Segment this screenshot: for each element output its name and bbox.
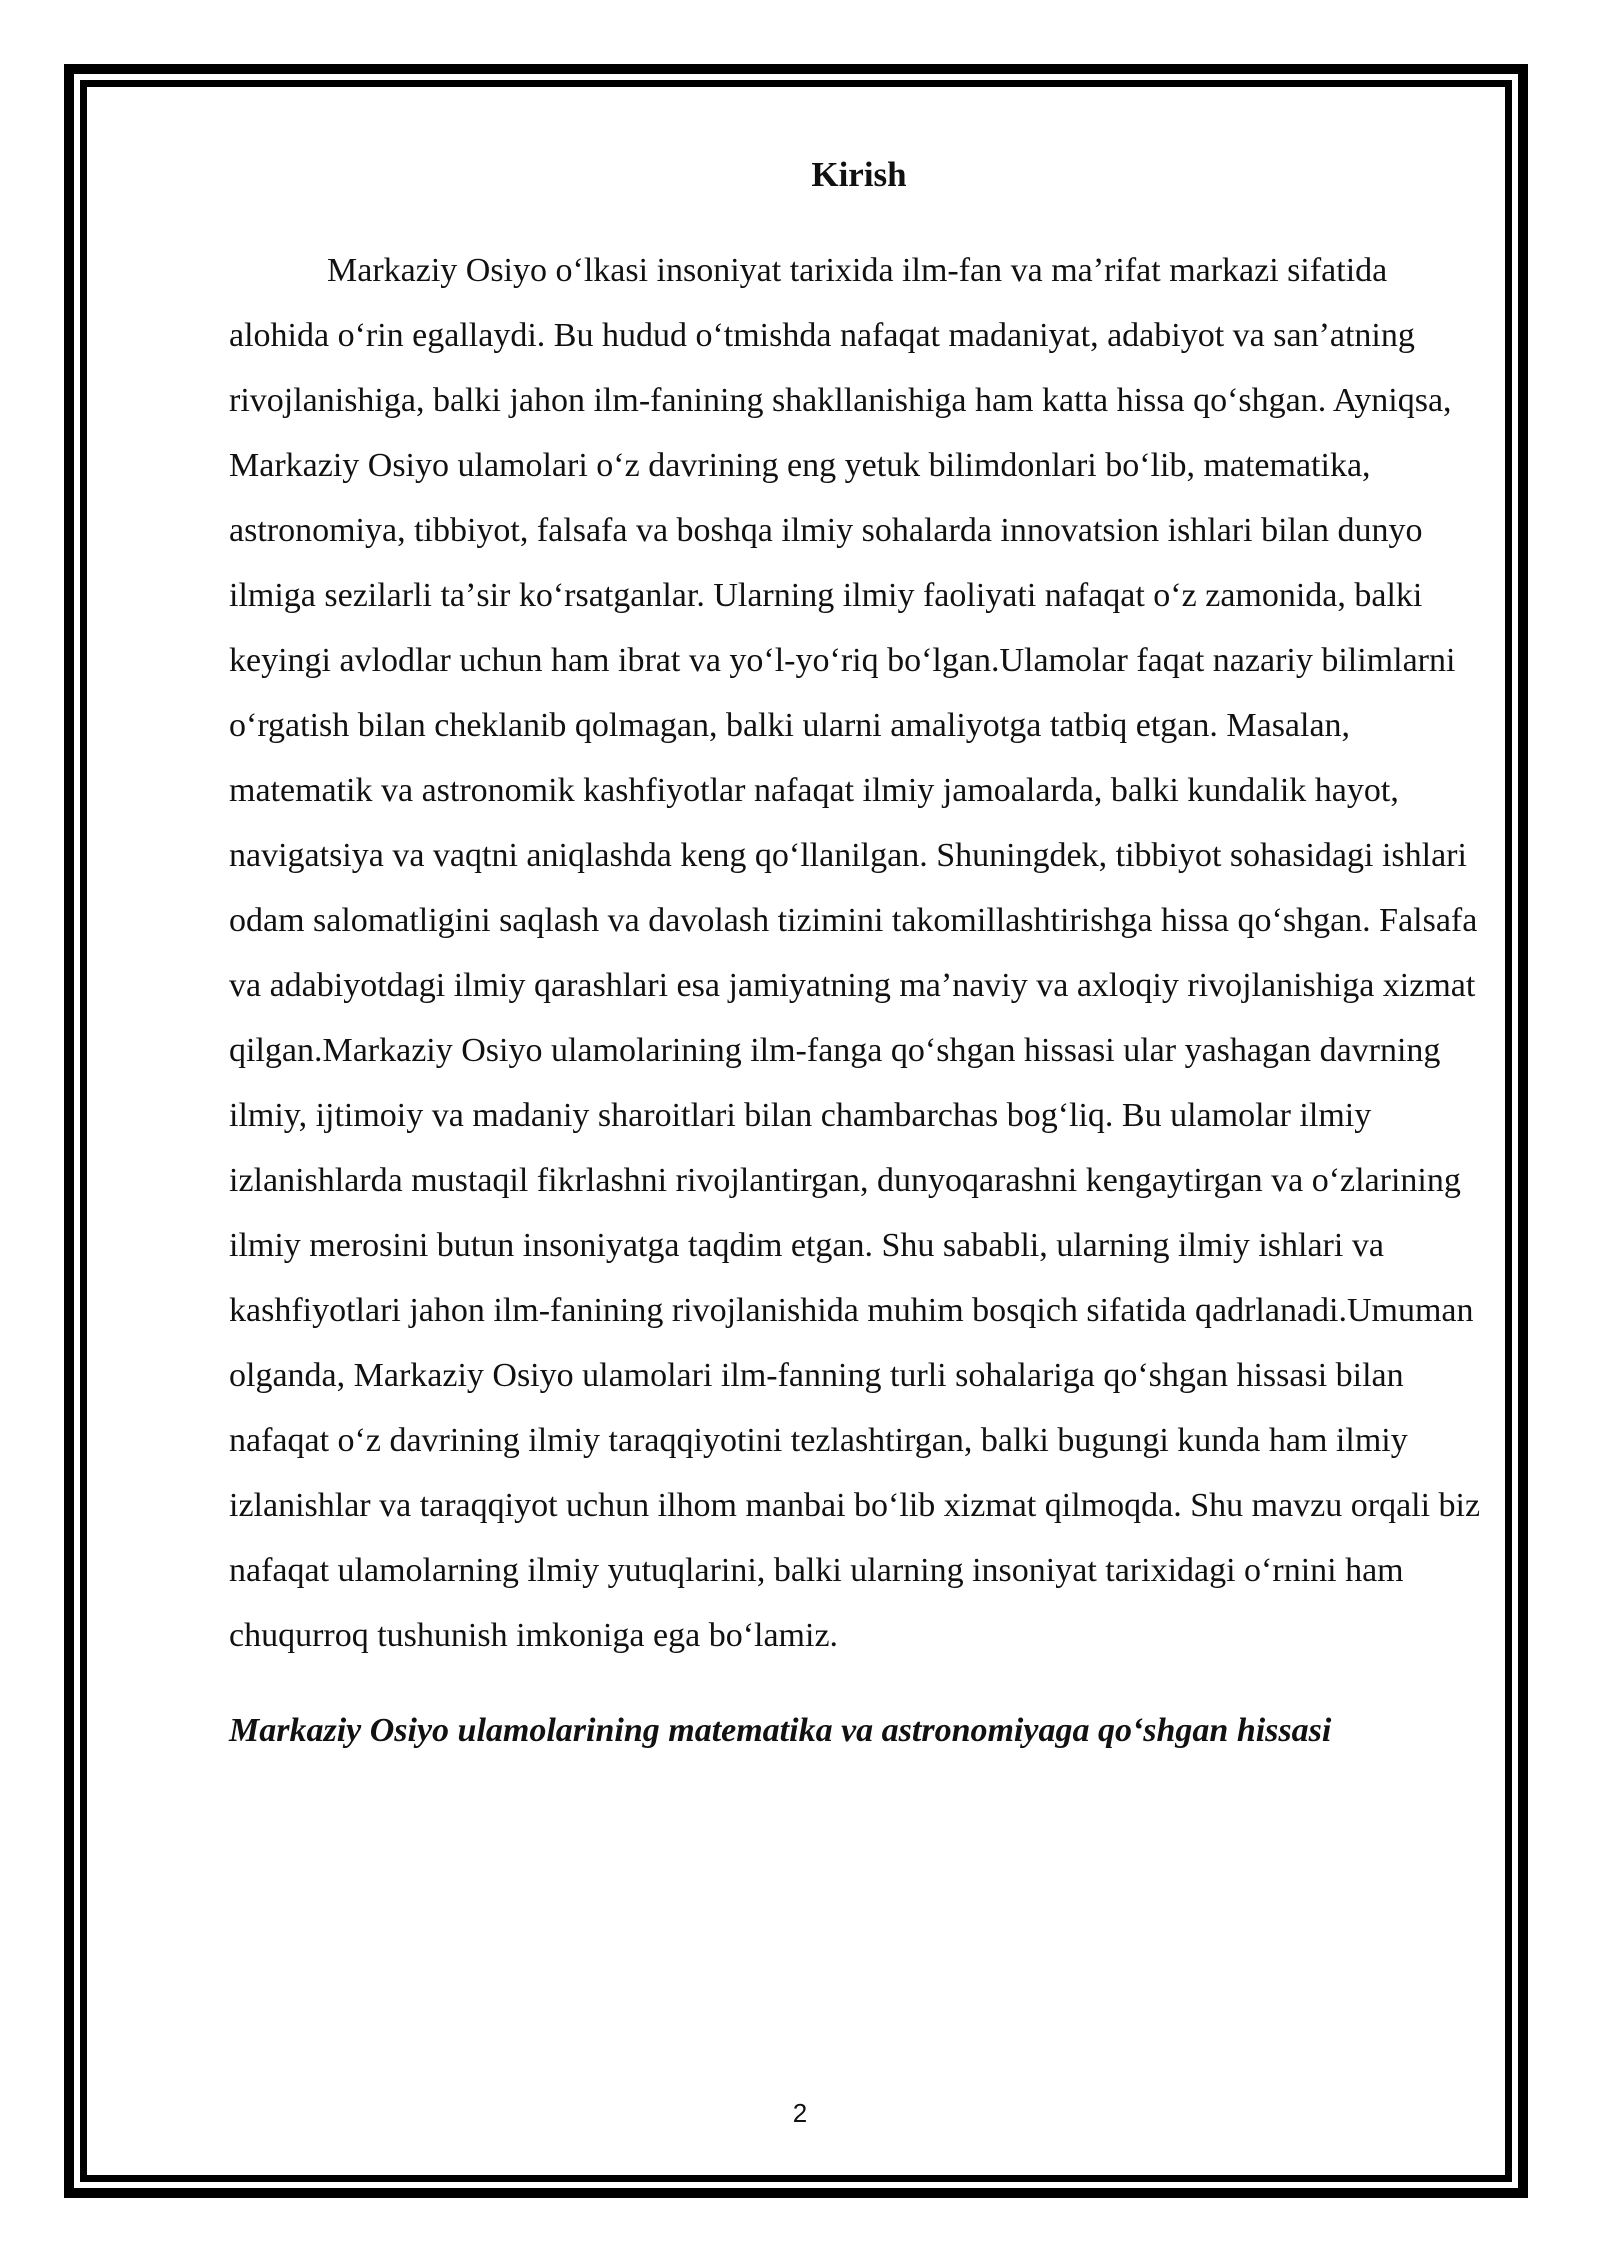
intro-paragraph: Markaziy Osiyo oʻlkasi insoniyat tarixida ilm-fan va maʼrifat markazi sifatida alohida oʻrin egallaydi. Bu hudud oʻtmishda nafaqat madaniyat, adabiyot va sanʼatning rivojlanishiga, balki jahon ilm-fanining shakllanishiga ham katta hissa qoʻshgan. Ayniqsa, Markaziy Osiyo ulamolari oʻz davrining eng yetuk bilimdonlari boʻlib, matematika, astronomiya, tibbiyot, falsafa va boshqa ilmiy sohalarda innovatsion ishlari bilan dunyo ilmiga sezilarli taʼsir koʻrsatganlar. Ularning ilmiy faoliyati nafaqat oʻz zamonida, balki keyingi avlodlar uchun ham ibrat va yoʻl-yoʻriq boʻlgan.Ulamolar faqat nazariy bilimlarni oʻrgatish bilan cheklanib qolmagan, balki ularni amaliyotga tatbiq etgan. Masalan, matematik va astronomik kashfiyotlar nafaqat ilmiy jamoalarda, balki kundalik hayot, navigatsiya va vaqtni aniqlashda keng qoʻllanilgan. Shuningdek, tibbiyot sohasidagi ishlari odam salomatligini saqlash va davolash tizimini takomillashtirishga hissa qoʻshgan. Falsafa va adabiyotdagi ilmiy qarashlari esa jamiyatning maʼnaviy va axloqiy rivojlanishiga xizmat qilgan.Markaziy Osiyo ulamolarining ilm-fanga qoʻshgan hissasi ular yashagan davrning ilmiy, ijtimoiy va madaniy sharoitlari bilan chambarchas bogʻliq. Bu ulamolar ilmiy izlanishlarda mustaqil fikrlashni rivojlantirgan, dunyoqarashni kengaytirgan va oʻzlarining ilmiy merosini butun insoniyatga taqdim etgan. Shu sababli, ularning ilmiy ishlari va kashfiyotlari jahon ilm-fanining rivojlanishida muhim bosqich sifatida qadrlanadi.Umuman olganda, Markaziy Osiyo ulamolari ilm-fanning turli sohalariga qoʻshgan hissasi bilan nafaqat oʻz davrining ilmiy taraqqiyotini tezlashtirgan, balki bugungi kunda ham ilmiy izlanishlar va taraqqiyot uchun ilhom manbai boʻlib xizmat qilmoqda. Shu mavzu orqali biz nafaqat ulamolarning ilmiy yutuqlarini, balki ularning insoniyat tarixidagi oʻrnini ham chuqurroq tushunish imkoniga ega boʻlamiz. [229, 252, 1481, 1654]
page-title: Kirish [811, 155, 907, 194]
page-content [229, 140, 1489, 1763]
section-heading: Markaziy Osiyo ulamolarining matematika va astronomiyaga qoʻshgan hissasi [229, 1712, 1332, 1749]
page-number: 2 [792, 2098, 808, 2128]
